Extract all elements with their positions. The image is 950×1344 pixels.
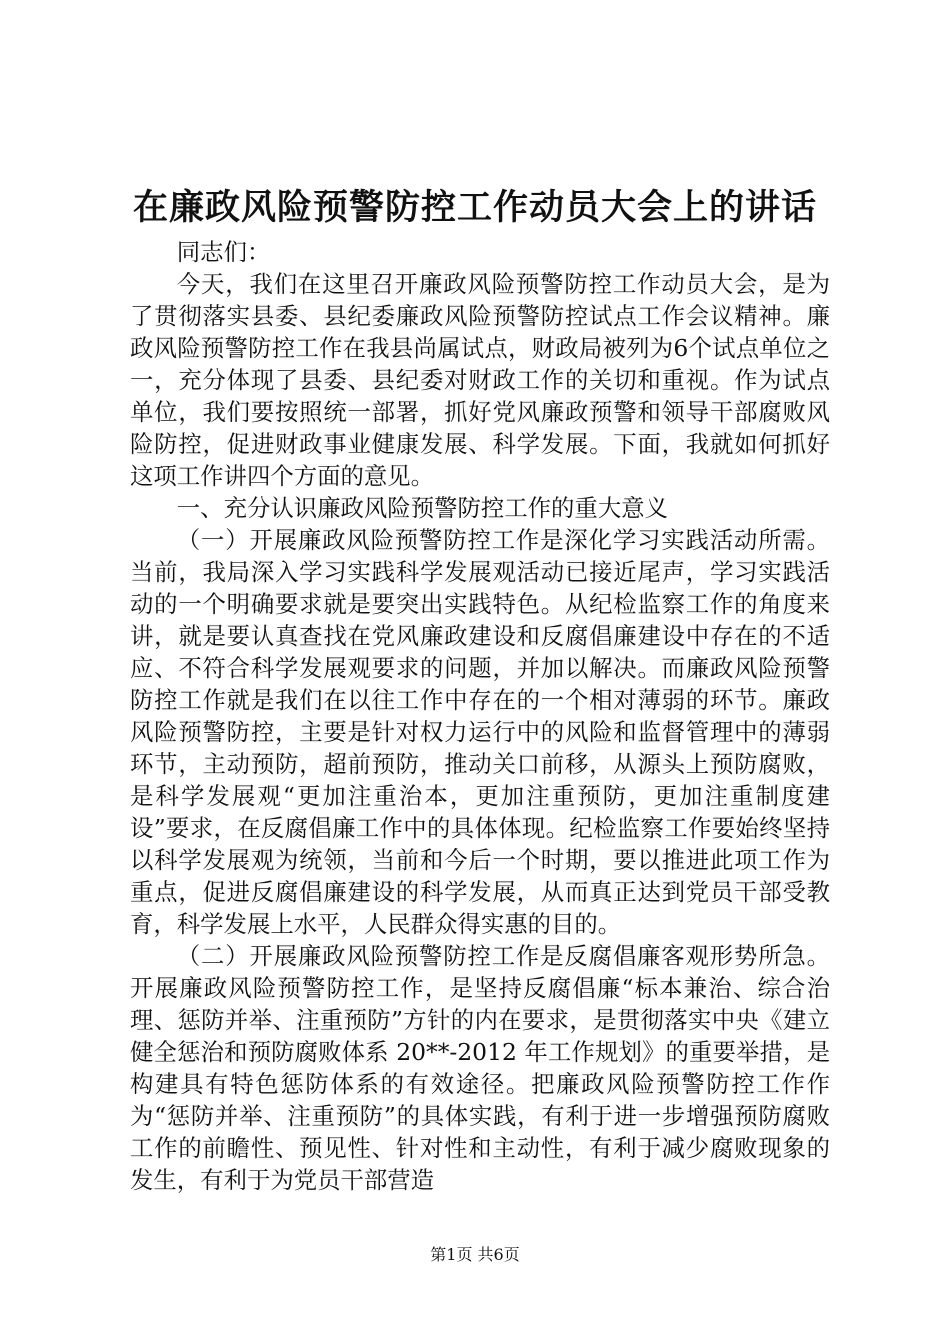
paragraph-point-2: （二）开展廉政风险预警防控工作是反腐倡廉客观形势所急。开展廉政风险预警防控工作，是坚持反腐倡廉“标本兼治、综合治理、惩防并举、注重预防”方针的内在要求，是贯彻落实中央《建立健全惩治和预防腐败体系 20**-2012 年工作规划》的重要举措，是构建具有特色惩防体系的有效途径。把廉政风险预警防控工作作为“惩防并举、注重预防”的具体实践，有利于进一步增强预防腐败工作的前瞻性、预见性、针对性和主动性，有利于减少腐败现象的发生，有利于为党员干部营造 xyxy=(130,942,830,1194)
paragraph-intro: 今天，我们在这里召开廉政风险预警防控工作动员大会，是为了贯彻落实县委、县纪委廉政风险预警防控试点工作会议精神。廉政风险预警防控工作在我县尚属试点，财政局被列为6个试点单位之一，充分体现了县委、县纪委对财政工作的关切和重视。作为试点单位，我们要按照统一部署，抓好党风廉政预警和领导干部腐败风险防控，促进财政事业健康发展、科学发展。下面，我就如何抓好这项工作讲四个方面的意见。 xyxy=(130,270,830,490)
document-body xyxy=(130,236,830,1196)
section-heading-1: 一、充分认识廉政风险预警防控工作的重大意义 xyxy=(176,494,668,522)
salutation: 同志们： xyxy=(176,238,271,266)
page-number-footer: 第1页 共6页 xyxy=(430,1245,520,1264)
document-title: 在廉政风险预警防控工作动员大会上的讲话 xyxy=(132,187,817,228)
paragraph-point-1: （一）开展廉政风险预警防控工作是深化学习实践活动所需。当前，我局深入学习实践科学发展观活动已接近尾声，学习实践活动的一个明确要求就是要突出实践特色。从纪检监察工作的角度来讲，就是要认真查找在党风廉政建设和反腐倡廉建设中存在的不适应、不符合科学发展观要求的问题，并加以解决。而廉政风险预警防控工作就是我们在以往工作中存在的一个相对薄弱的环节。廉政风险预警防控，主要是针对权力运行中的风险和监督管理中的薄弱环节，主动预防，超前预防，推动关口前移，从源头上预防腐败，是科学发展观“更加注重治本，更加注重预防，更加注重制度建设”要求，在反腐倡廉工作中的具体体现。纪检监察工作要始终坚持以科学发展观为统领，当前和今后一个时期，要以推进此项工作为重点，促进反腐倡廉建设的科学发展，从而真正达到党员干部受教育，科学发展上水平，人民群众得实惠的目的。 xyxy=(130,526,830,938)
